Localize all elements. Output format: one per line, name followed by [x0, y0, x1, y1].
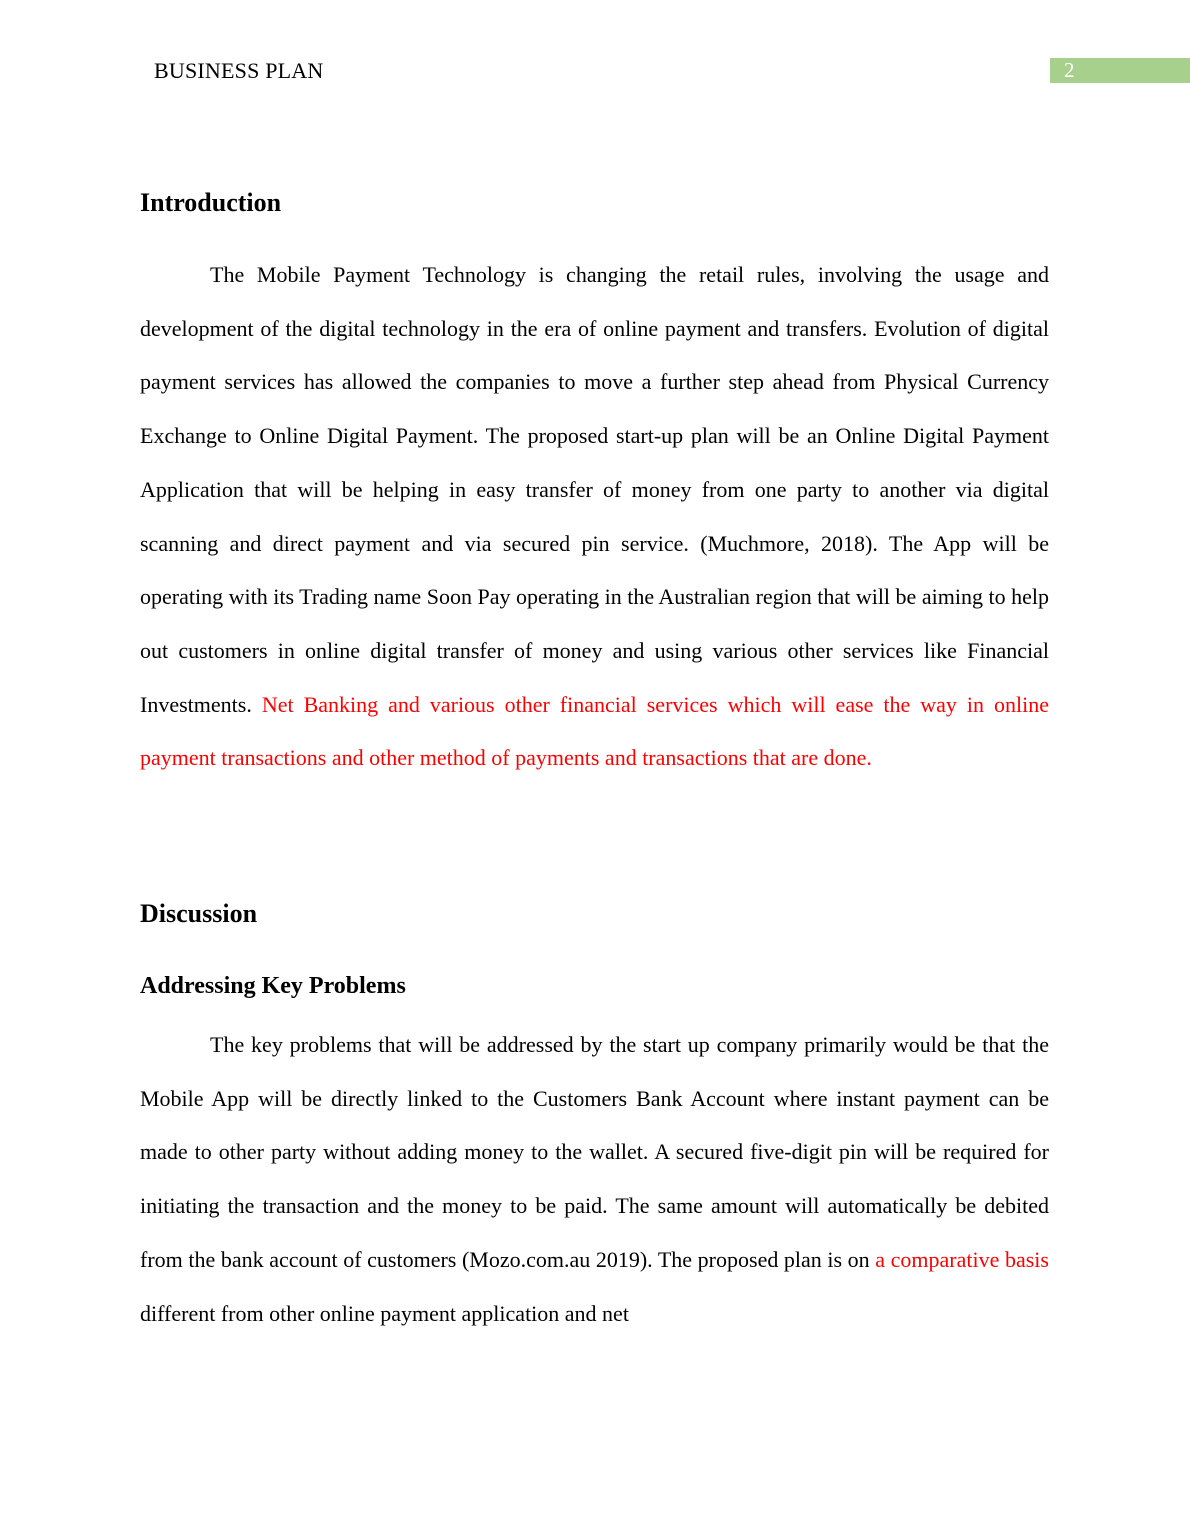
introduction-paragraph [140, 248, 1049, 785]
discussion-text-before: The key problems that will be addressed by the start up company primarily would be that the Mobile App will be directly linked to the Customers Bank Account where instant payment can be made to other party without adding money to the wallet. A secured five-digit pin will be required for initiating the transaction and the money to be paid. The same amount will automatically be debited from the bank account of customers (Mozo.com.au 2019). The proposed plan is on [140, 1032, 1049, 1272]
discussion-text-after: different from other online payment application and net [140, 1300, 629, 1326]
discussion-heading: Discussion [140, 899, 258, 928]
introduction-highlighted-text: Net Banking and various other financial services which will ease the way in online payment transactions and other method of payments and transactions that are done. [140, 691, 1049, 771]
discussion-highlighted-text: a comparative basis [875, 1246, 1049, 1272]
introduction-heading: Introduction [140, 188, 282, 217]
page-number: 2 [1064, 58, 1075, 82]
page-number-box [1050, 58, 1190, 83]
addressing-key-problems-heading: Addressing Key Problems [140, 973, 406, 999]
discussion-paragraph [140, 1018, 1049, 1340]
introduction-text: The Mobile Payment Technology is changing the retail rules, involving the usage and development of the digital technology in the era of online payment and transfers. Evolution of digital payment services has allowed the companies to move a further step ahead from Physical Currency Exchange to Online Digital Payment. The proposed start-up plan will be an Online Digital Payment Application that will be helping in easy transfer of money from one party to another via digital scanning and direct payment and via secured pin service. (Muchmore, 2018). The App will be operating with its Trading name Soon Pay operating in the Australian region that will be aiming to help out customers in online digital transfer of money and using various other services like Financial Investments. [140, 262, 1049, 717]
header-title: BUSINESS PLAN [154, 58, 324, 83]
